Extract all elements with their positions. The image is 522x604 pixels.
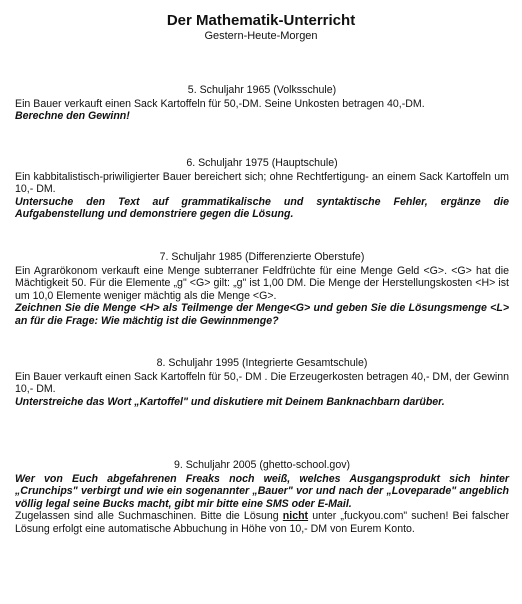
section-text-part: Zugelassen sind alle Suchmaschinen. Bitte die Lösung	[15, 510, 283, 523]
section-1985	[15, 251, 509, 328]
section-task: Unterstreiche das Wort „Kartoffel" und diskutiere mit Deinem Banknachbarn darüber.	[15, 395, 445, 408]
section-heading: 7. Schuljahr 1985 (Differenzierte Oberstufe)	[159, 251, 365, 263]
section-heading: 6. Schuljahr 1975 (Hauptschule)	[186, 157, 338, 169]
section-text: Ein Bauer verkauft einen Sack Kartoffeln für 50,- DM . Die Erzeugerkosten betragen 40,- DM, der Gewinn 10,- DM.	[15, 370, 509, 396]
section-text: Ein kabbitalistisch-priwiligierter Bauer bereichert sich; ohne Rechtfertigung- an einem Sack Kartoffeln um 10,- DM.	[15, 170, 509, 196]
section-text: Ein Agrarökonom verkauft eine Menge subterraner Feldfrüchte für eine Menge Geld <G>. <G> hat die Mächtigkeit 50. Für die Elemente „g" <G> gilt: „g" ist 1,00 DM. Die Menge der Herstellungskosten <H> ist um 10,0 Elemente weniger mächtig als die Menge <G>.	[15, 264, 509, 302]
section-heading: 5. Schuljahr 1965 (Volksschule)	[187, 84, 337, 96]
document-subtitle: Gestern-Heute-Morgen	[204, 30, 318, 42]
section-1965	[15, 84, 509, 123]
section-task: Berechne den Gewinn!	[15, 110, 130, 123]
section-2005	[15, 459, 509, 536]
section-1995	[15, 357, 509, 408]
emphasized-word: nicht	[282, 510, 309, 523]
section-text-part: unter „fuckyou.com" suchen! Bei falscher Lösung erfolgt eine automatische Abbuchung in Höhe von 10,- DM von Eurem Konto.	[15, 510, 509, 535]
document-title: Der Mathematik-Unterricht	[166, 12, 356, 29]
section-task: Untersuche den Text auf grammatikalische und syntaktische Fehler, ergänze die Aufgabenstellung und demonstriere gegen die Lösung.	[15, 195, 509, 221]
section-task: Zeichnen Sie die Menge <H> als Teilmenge der Menge<G> und geben Sie die Lösungsmenge <L> an für die Frage: Wie mächtig ist die Gewinnmenge?	[15, 302, 509, 327]
section-text: Ein Bauer verkauft einen Sack Kartoffeln für 50,-DM. Seine Unkosten betragen 40,-DM.	[15, 97, 425, 110]
section-task: Wer von Euch abgefahrenen Freaks noch weiß, welches Ausgangsprodukt sich hinter „Crunchips" verbirgt und wie ein sogenannter „Bauer" vor und nach der „Loveparade" angeblich völlig legal seine Bucks macht, gibt mir bitte eine SMS oder E-Mail.	[15, 472, 509, 510]
section-heading: 8. Schuljahr 1995 (Integrierte Gesamtschule)	[156, 357, 368, 369]
section-heading: 9. Schuljahr 2005 (ghetto-school.gov)	[173, 459, 351, 471]
section-text	[15, 510, 509, 535]
section-1975	[15, 157, 509, 221]
